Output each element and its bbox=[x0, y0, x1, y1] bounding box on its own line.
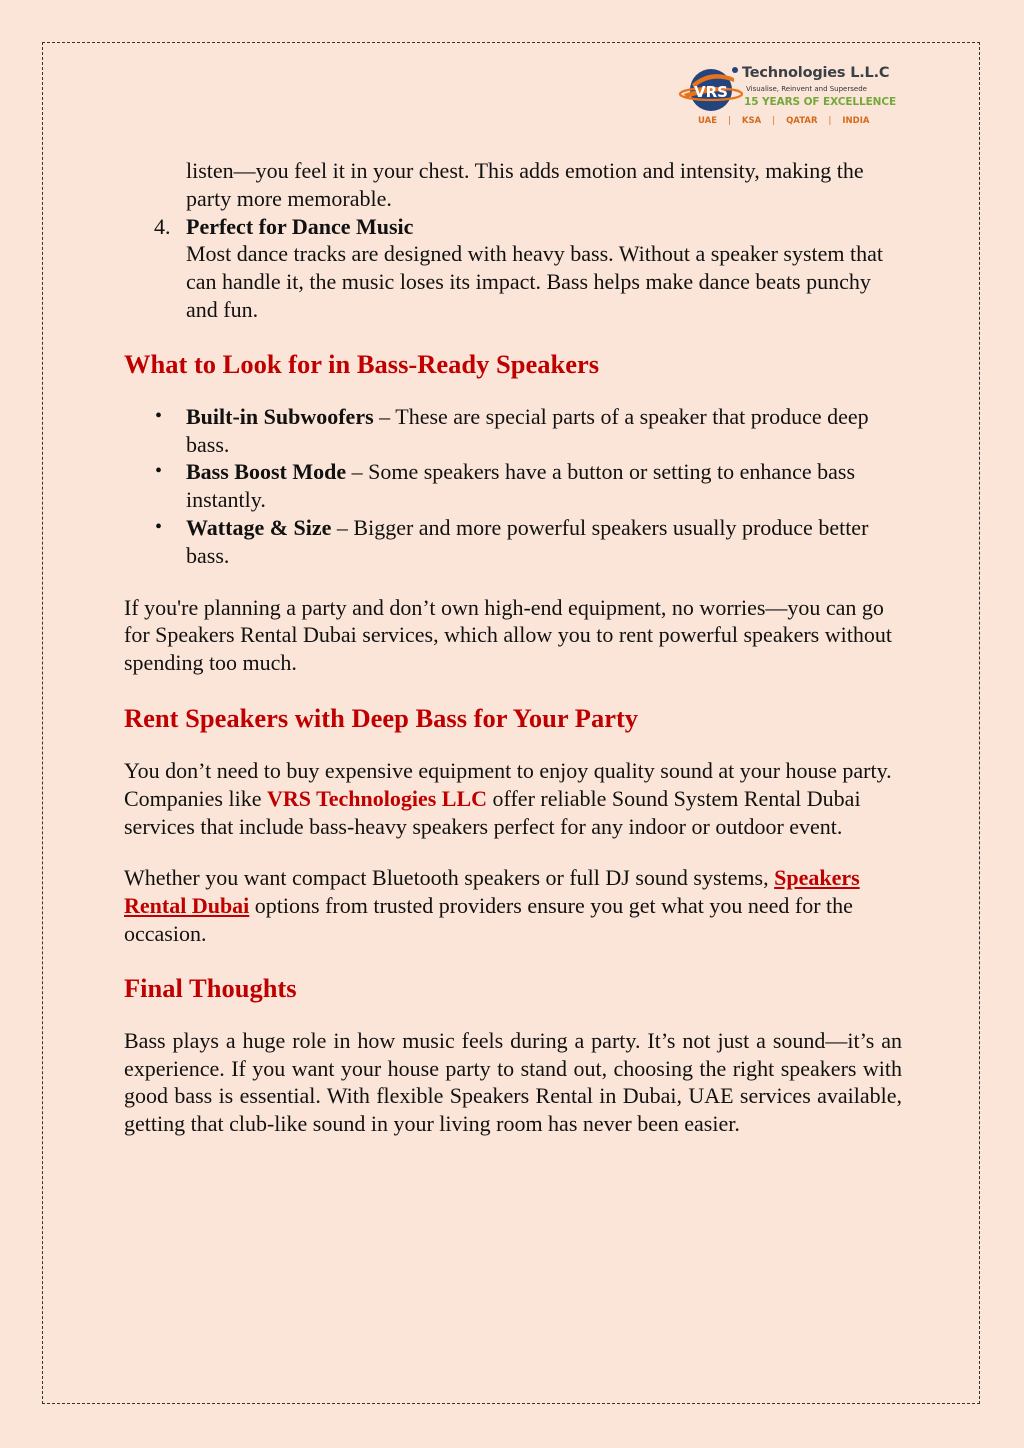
paragraph-planning: If you're planning a party and don’t own high-end equipment, no worries—you can go for Speakers Rental Dubai services, which allow you to rent powerful speakers without spending too much. bbox=[124, 594, 892, 676]
document-body bbox=[124, 157, 902, 1138]
logo-regions bbox=[698, 116, 869, 126]
bullet-title: Bass Boost Mode bbox=[186, 459, 347, 485]
bullet-text: – Some speakers have a button or setting to enhance bass instantly. bbox=[186, 459, 856, 513]
paragraph-options bbox=[124, 864, 902, 947]
bullet-icon: • bbox=[155, 515, 163, 538]
bullet-item-subwoofers bbox=[155, 403, 902, 459]
bullet-list bbox=[124, 403, 902, 570]
company-logo[interactable] bbox=[678, 62, 918, 132]
bullet-icon: • bbox=[155, 460, 163, 483]
speakers-rental-dubai-link[interactable]: Speakers Rental Dubai bbox=[124, 865, 860, 919]
list-number: 4. bbox=[154, 213, 171, 239]
paragraph-text: Whether you want compact Bluetooth speakers or full DJ sound systems, bbox=[124, 865, 775, 891]
bullet-icon: • bbox=[155, 404, 163, 427]
paragraph-rent bbox=[124, 757, 902, 840]
bullet-item-wattage bbox=[155, 514, 902, 570]
heading-what-to-look-for: What to Look for in Bass-Ready Speakers bbox=[124, 348, 600, 379]
region-separator: | bbox=[728, 116, 731, 126]
region-india: INDIA bbox=[842, 116, 870, 126]
list-item-title: Perfect for Dance Music bbox=[186, 213, 414, 239]
list-item-continuation: listen—you feel it in your chest. This adds emotion and intensity, making the party more memorable. bbox=[186, 158, 864, 211]
paragraph-text: offer reliable Sound System Rental Dubai services that include bass-heavy speakers perfect for any indoor or outdoor event. bbox=[124, 785, 861, 839]
region-ksa: KSA bbox=[741, 116, 762, 126]
paragraph-text: options from trusted providers ensure you get what you need for the occasion. bbox=[124, 893, 853, 946]
paragraph-final: Bass plays a huge role in how music feels during a party. It’s not just a sound—it’s an experience. If you want your house party to stand out, choosing the right speakers with good bass is essential. With flexible Speakers Rental in Dubai, UAE services available, getting that club-like sound in your living room has never been easier. bbox=[124, 1027, 902, 1137]
heading-final-thoughts: Final Thoughts bbox=[124, 972, 297, 1003]
logo-excellence: 15 YEARS OF EXCELLENCE bbox=[744, 96, 897, 108]
bullet-text: – Bigger and more powerful speakers usually produce better bass. bbox=[186, 514, 869, 568]
paragraph-text: You don’t need to buy expensive equipment to enjoy quality sound at your house party. Companies like bbox=[124, 757, 892, 811]
region-separator: | bbox=[772, 116, 776, 126]
region-separator: | bbox=[828, 116, 832, 126]
heading-rent-speakers: Rent Speakers with Deep Bass for Your Party bbox=[124, 702, 639, 733]
logo-title: Technologies L.L.C bbox=[742, 65, 890, 81]
bullet-title: Built-in Subwoofers bbox=[186, 403, 374, 429]
list-item-dance-music bbox=[154, 213, 902, 324]
bullet-item-bass-boost bbox=[155, 458, 902, 514]
list-item-text: Most dance tracks are designed with heavy bass. Without a speaker system that can handle it, the music loses its impact. Bass helps make dance beats punchy and fun. bbox=[186, 241, 884, 322]
logo-tagline: Visualise, Reinvent and Supersede bbox=[746, 85, 867, 93]
bullet-text: – These are special parts of a speaker that produce deep bass. bbox=[186, 403, 869, 457]
bullet-title: Wattage & Size bbox=[186, 514, 332, 540]
logo-initials: VRS bbox=[694, 83, 728, 101]
vrs-globe-logo-icon bbox=[678, 64, 744, 114]
region-uae: UAE bbox=[698, 116, 718, 126]
brand-name: VRS Technologies LLC bbox=[266, 785, 488, 811]
region-qatar: QATAR bbox=[786, 116, 818, 126]
